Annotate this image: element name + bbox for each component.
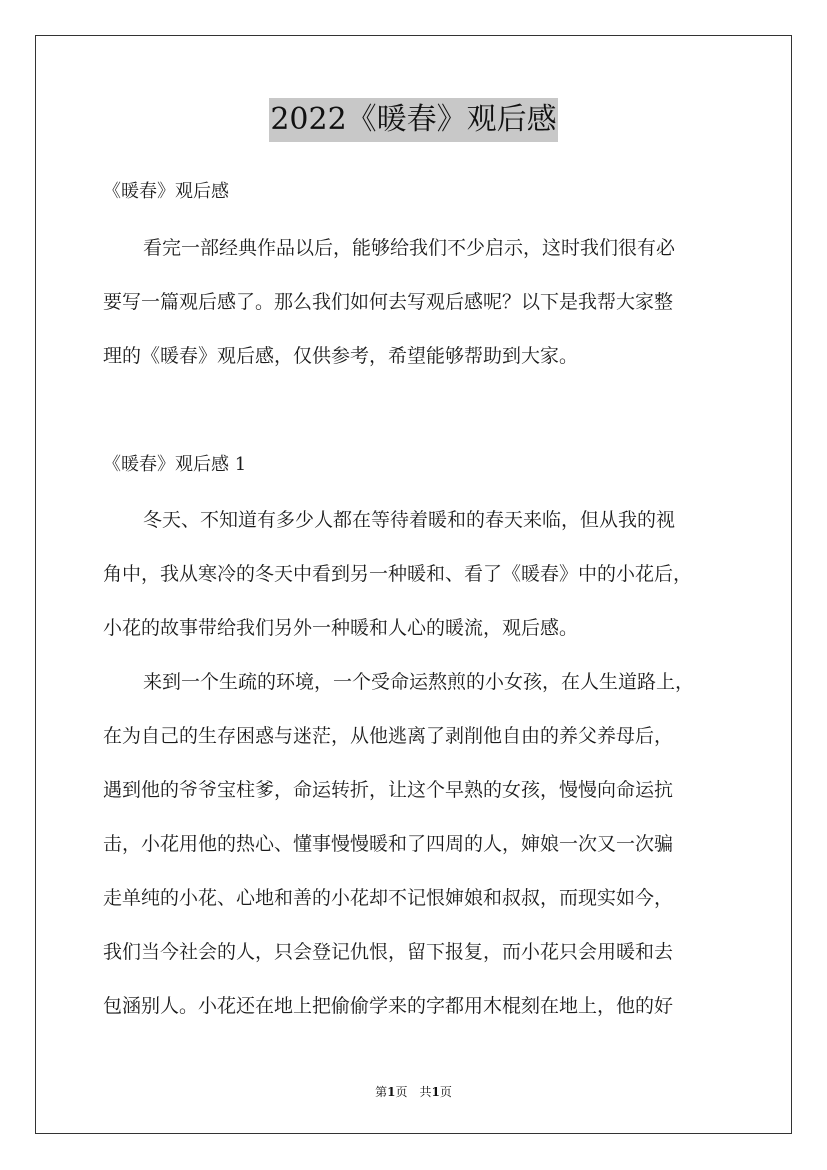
footer-prefix: 第: [375, 1085, 388, 1099]
paragraph-line: 走单纯的小花、心地和善的小花却不记恨婶娘和叔叔，而现实如今，: [103, 887, 674, 909]
paragraph-line: 来到一个生疏的环境，一个受命运熬煎的小女孩，在人生道路上，: [143, 671, 695, 693]
paragraph-line: 角中，我从寒冷的冬天中看到另一种暖和、看了《暖春》中的小花后，: [103, 563, 693, 585]
title-container: [0, 98, 827, 142]
page-footer: [0, 1084, 827, 1100]
paragraph-line: 理的《暖春》观后感，仅供参考，希望能够帮助到大家。: [103, 345, 579, 367]
footer-mid: 页 共: [395, 1085, 432, 1099]
section-heading-intro: 《暖春》观后感: [103, 181, 229, 202]
paragraph-line: 小花的故事带给我们另外一种暖和人心的暖流，观后感。: [103, 617, 579, 639]
paragraph-line: 遇到他的爷爷宝柱爹，命运转折，让这个早熟的女孩，慢慢向命运抗: [103, 779, 674, 801]
paragraph-line: 冬天、不知道有多少人都在等待着暖和的春天来临，但从我的视: [143, 509, 676, 531]
document-title: 2022《暖春》观后感: [269, 98, 557, 142]
footer-page-number: 1: [387, 1085, 396, 1099]
paragraph-line: 击，小花用他的热心、懂事慢慢暖和了四周的人，婶娘一次又一次骗: [103, 833, 674, 855]
paragraph-line: 包涵别人。小花还在地上把偷偷学来的字都用木棍刻在地上，他的好: [103, 995, 674, 1017]
paragraph-line: 在为自己的生存困惑与迷茫，从他逃离了剥削他自由的养父养母后，: [103, 725, 674, 747]
paragraph-line: 要写一篇观后感了。那么我们如何去写观后感呢？以下是我帮大家整: [103, 291, 674, 313]
section-heading-1: 《暖春》观后感 1: [103, 454, 247, 475]
paragraph-line: 我们当今社会的人，只会登记仇恨，留下报复，而小花只会用暖和去: [103, 941, 674, 963]
footer-page-total: 1: [431, 1085, 440, 1099]
paragraph-line: 看完一部经典作品以后，能够给我们不少启示，这时我们很有必: [143, 237, 676, 259]
footer-suffix: 页: [439, 1085, 452, 1099]
